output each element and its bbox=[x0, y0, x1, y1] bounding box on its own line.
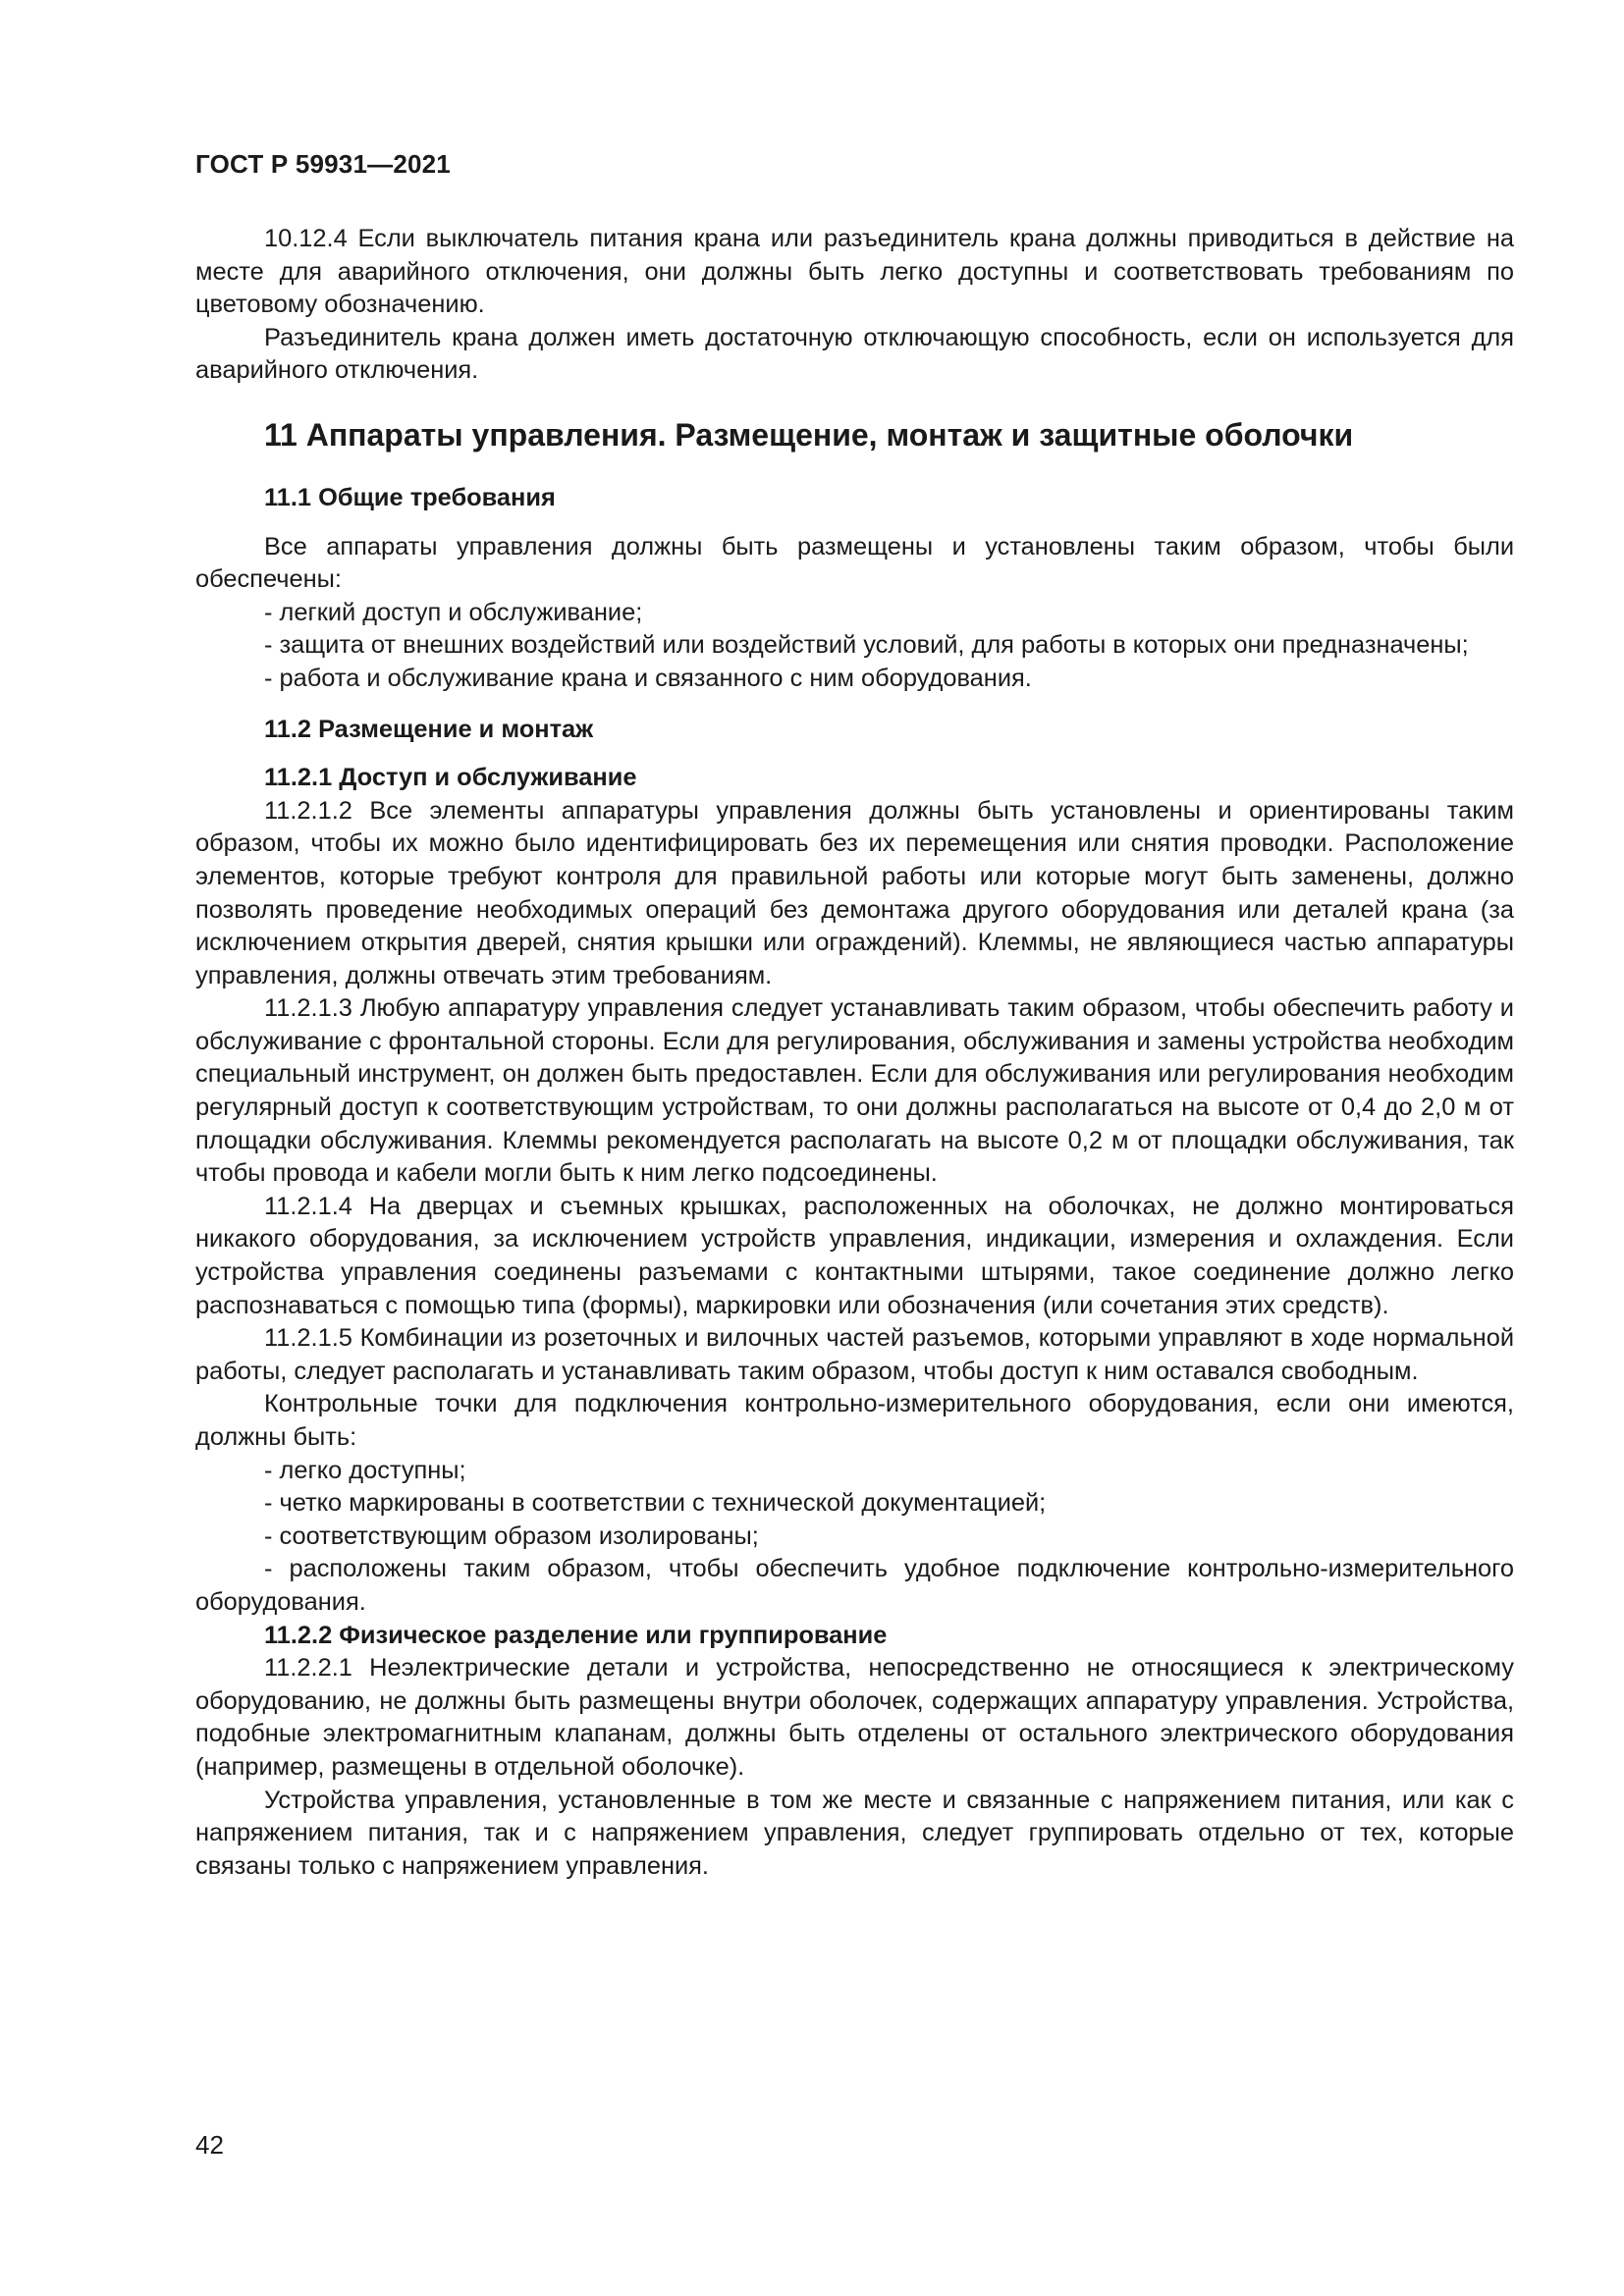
list-item: - защита от внешних воздействий или воздействий условий, для работы в которых они предназначены; bbox=[264, 631, 1469, 660]
paragraph-11-2-1-2: 11.2.1.2 Все элементы аппаратуры управления должны быть установлены и ориентированы таким образом, чтобы их можно было идентифицировать без их перемещения или снятия проводки. Расположение элементов, которые требуют контроля для правильной работы или которые могут быть заменены, должно позволять проведение необходимых операций без демонтажа другого оборудования или деталей крана (за исключением открытия дверей, снятия крышки или ограждений). Клеммы, не являющиеся частью аппаратуры управления, должны отвечать этим требованиям. bbox=[195, 796, 1514, 989]
list-item: - расположены таким образом, чтобы обеспечить удобное подключение контрольно-измерительного оборудования. bbox=[195, 1555, 1514, 1616]
list-item: - работа и обслуживание крана и связанного с ним оборудования. bbox=[264, 664, 1032, 692]
section-11-2-1-title: 11.2.1 Доступ и обслуживание bbox=[264, 764, 637, 792]
paragraph-disconnector: Разъединитель крана должен иметь достаточную отключающую способность, если он используется для аварийного отключения. bbox=[195, 323, 1514, 385]
paragraph-10-12-4: 10.12.4 Если выключатель питания крана или разъединитель крана должны приводиться в действие на месте для аварийного отключения, они должны быть легко доступны и соответствовать требованиям по цветовому обозначению. bbox=[195, 225, 1514, 319]
paragraph-11-1-intro: Все аппараты управления должны быть размещены и установлены таким образом, чтобы были обеспечены: bbox=[195, 532, 1514, 594]
document-body bbox=[195, 223, 1514, 1883]
paragraph-11-2-2-1: 11.2.2.1 Неэлектрические детали и устройства, непосредственно не относящиеся к электрическому оборудованию, не должны быть размещены внутри оболочек, содержащих аппаратуру управления. Устройства, подобные электромагнитным клапанам, должны быть отделены от остального электрического оборудования (например, размещены в отдельной оболочке). bbox=[195, 1654, 1514, 1781]
paragraph-11-2-1-4: 11.2.1.4 На дверцах и съемных крышках, расположенных на оболочках, не должно монтироваться никакого оборудования, за исключением устройств управления, индикации, измерения и охлаждения. Если устройства управления соединены разъемами с контактными штырями, такое соединение должно легко распознаваться с помощью типа (формы), маркировки или обозначения (или сочетания этих средств). bbox=[195, 1192, 1514, 1319]
section-11-2-title: 11.2 Размещение и монтаж bbox=[264, 715, 594, 743]
standard-header: ГОСТ Р 59931—2021 bbox=[195, 149, 451, 179]
section-11-1-title: 11.1 Общие требования bbox=[264, 483, 556, 511]
list-item: - легкий доступ и обслуживание; bbox=[264, 598, 643, 626]
list-item: - четко маркированы в соответствии с технической документацией; bbox=[264, 1489, 1047, 1518]
section-11-2-2-title: 11.2.2 Физическое разделение или группирование bbox=[264, 1621, 888, 1649]
section-11-title: 11 Аппараты управления. Размещение, монтаж и защитные оболочки bbox=[264, 416, 1354, 453]
paragraph-test-points: Контрольные точки для подключения контрольно-измерительного оборудования, если они имеются, должны быть: bbox=[195, 1390, 1514, 1451]
page-number: 42 bbox=[195, 2130, 224, 2160]
paragraph-grouping: Устройства управления, установленные в том же месте и связанные с напряжением питания, или как с напряжением питания, так и с напряжением управления, следует группировать отдельно от тех, которые связаны только с напряжением управления. bbox=[195, 1786, 1514, 1880]
paragraph-11-2-1-3: 11.2.1.3 Любую аппаратуру управления следует устанавливать таким образом, чтобы обеспечить работу и обслуживание с фронтальной стороны. Если для регулирования, обслуживания и замены устройства необходим специальный инструмент, он должен быть предоставлен. Если для обслуживания или регулирования необходим регулярный доступ к соответствующим устройствам, то они должны располагаться на высоте от 0,4 до 2,0 м от площадки обслуживания. Клеммы рекомендуется располагать на высоте 0,2 м от площадки обслуживания, так чтобы провода и кабели могли быть к ним легко подсоединены. bbox=[195, 994, 1514, 1188]
paragraph-11-2-1-5: 11.2.1.5 Комбинации из розеточных и вилочных частей разъемов, которыми управляют в ходе нормальной работы, следует располагать и устанавливать таким образом, чтобы доступ к ним оставался свободным. bbox=[195, 1324, 1514, 1385]
list-item: - легко доступны; bbox=[264, 1456, 466, 1484]
list-item: - соответствующим образом изолированы; bbox=[264, 1522, 759, 1550]
